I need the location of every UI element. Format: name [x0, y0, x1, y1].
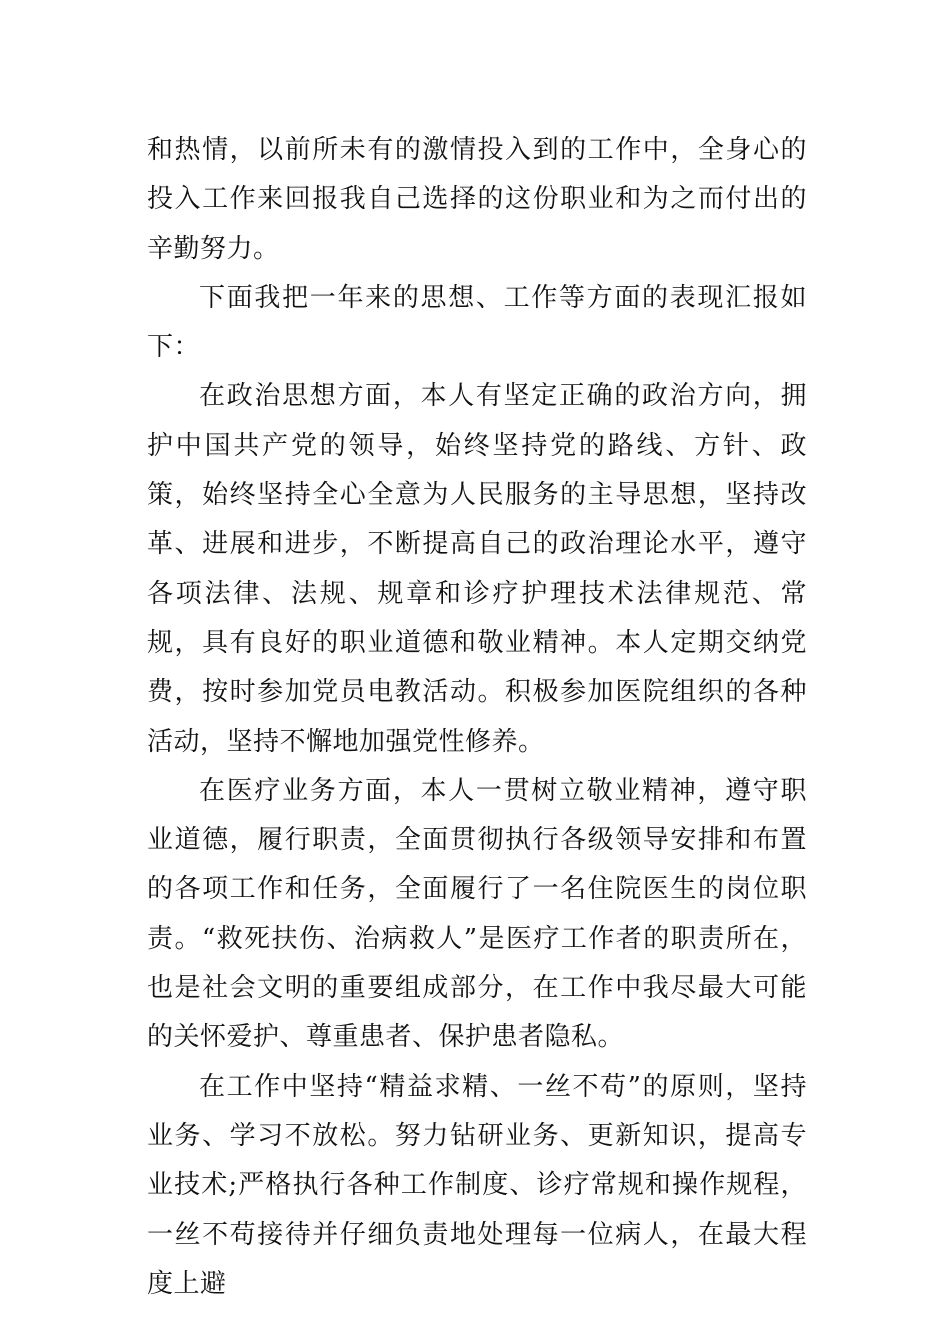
- paragraph-political-thought: 在政治思想方面，本人有坚定正确的政治方向，拥护中国共产党的领导，始终坚持党的路线、方针、政策，始终坚持全心全意为人民服务的主导思想，坚持改革、进展和进步，不断提高自己的政治理论水平，遵守各项法律、法规、规章和诊疗护理技术法律规范、常规，具有良好的职业道德和敬业精神。本人定期交纳党费，按时参加党员电教活动。积极参加医院组织的各种活动，坚持不懈地加强党性修养。: [147, 381, 807, 757]
- paragraph-medical-work: 在医疗业务方面，本人一贯树立敬业精神，遵守职业道德，履行职责，全面贯彻执行各级领导安排和布置的各项工作和任务，全面履行了一名住院医生的岗位职责。“救死扶伤、治病救人”是医疗工作者的职责所在，也是社会文明的重要组成部分，在工作中我尽最大可能的关怀爱护、尊重患者、保护患者隐私。: [147, 775, 807, 1053]
- body-text: [147, 126, 807, 1309]
- paragraph-work-principles: 在工作中坚持“精益求精、一丝不苟”的原则，坚持业务、学习不放松。努力钻研业务、更新知识，提高专业技术;严格执行各种工作制度、诊疗常规和操作规程，一丝不苟接待并仔细负责地处理每一位病人，在最大程度上避: [147, 1071, 807, 1299]
- paragraph-report-intro: 下面我把一年来的思想、工作等方面的表现汇报如下：: [147, 282, 807, 363]
- paragraph-continuation: 和热情，以前所未有的激情投入到的工作中，全身心的投入工作来回报我自己选择的这份职业和为之而付出的辛勤努力。: [147, 135, 807, 264]
